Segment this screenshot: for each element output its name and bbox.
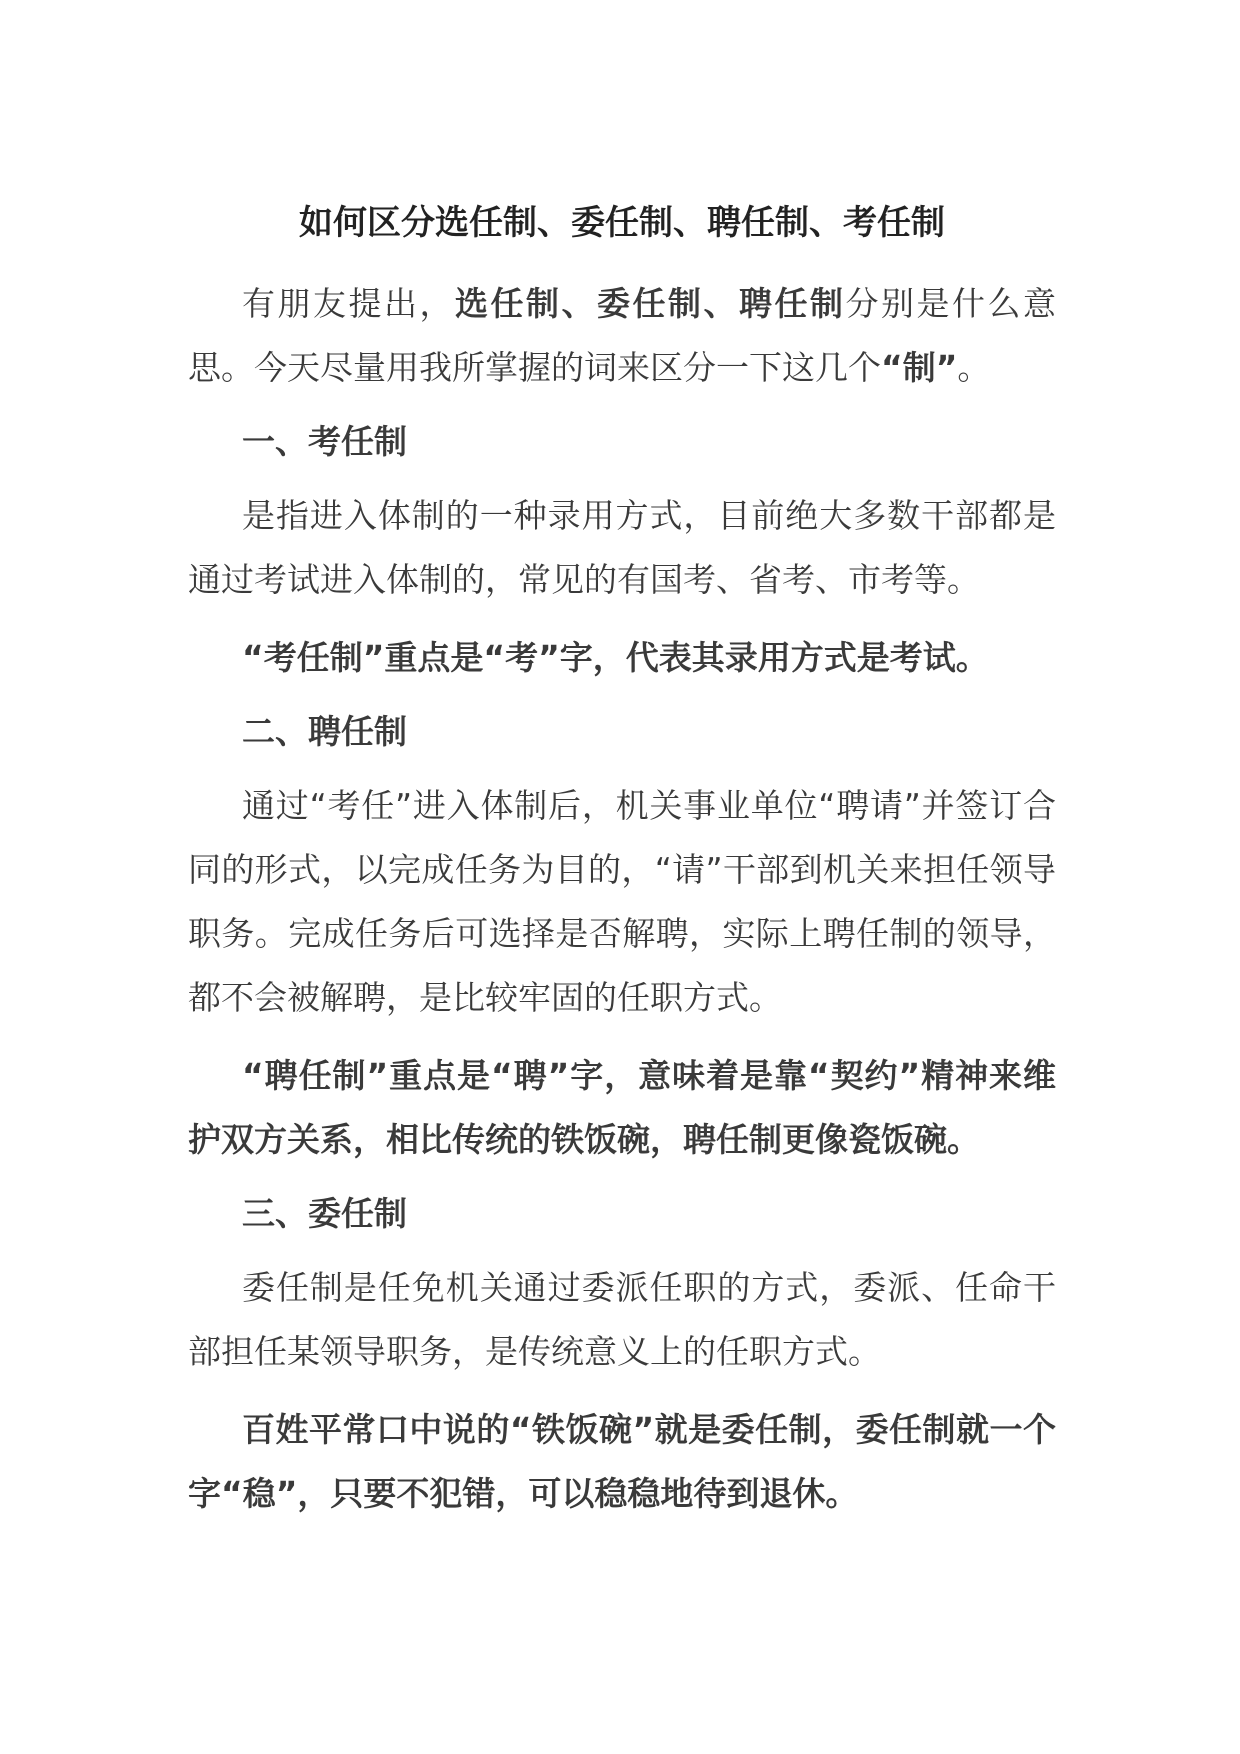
section-emphasis-kaoren: “考任制”重点是“考”字，代表其录用方式是考试。 bbox=[242, 638, 989, 677]
intro-text-2: 分别是什么意思。今天尽量用我所掌握的词来区分一下这几个 bbox=[188, 284, 1056, 387]
intro-text-3: 。 bbox=[957, 348, 991, 387]
intro-bold-terms: 选任制、委任制、聘任制 bbox=[455, 284, 846, 323]
section-body-weiren: 委任制是任免机关通过委派任职的方式，委派、任命干部担任某领导职务，是传统意义上的任职方式。 bbox=[188, 1268, 1056, 1371]
document-content bbox=[188, 198, 1056, 1540]
section-body-kaoren: 是指进入体制的一种录用方式，目前绝大多数干部都是通过考试进入体制的，常见的有国考、省考、市考等。 bbox=[188, 496, 1056, 599]
section-body-pinren: 通过“考任”进入体制后，机关事业单位“聘请”并签订合同的形式，以完成任务为目的，“请”干部到机关来担任领导职务。完成任务后可选择是否解聘，实际上聘任制的领导，都不会被解聘，是比较牢固的任职方式。 bbox=[188, 786, 1056, 1017]
section-heading-kaoren: 一、考任制 bbox=[242, 422, 407, 461]
section-heading-weiren: 三、委任制 bbox=[242, 1194, 407, 1233]
section-heading-pinren: 二、聘任制 bbox=[242, 712, 407, 751]
document-title: 如何区分选任制、委任制、聘任制、考任制 bbox=[299, 203, 945, 243]
intro-paragraph bbox=[188, 272, 1056, 400]
intro-bold-zhi: “制” bbox=[881, 348, 958, 387]
intro-text-1: 有朋友提出， bbox=[242, 284, 455, 323]
section-emphasis-weiren: 百姓平常口中说的“铁饭碗”就是委任制，委任制就一个字“稳”，只要不犯错，可以稳稳地待到退休。 bbox=[188, 1410, 1056, 1513]
section-emphasis-pinren: “聘任制”重点是“聘”字，意味着是靠“契约”精神来维护双方关系，相比传统的铁饭碗，聘任制更像瓷饭碗。 bbox=[188, 1056, 1056, 1159]
